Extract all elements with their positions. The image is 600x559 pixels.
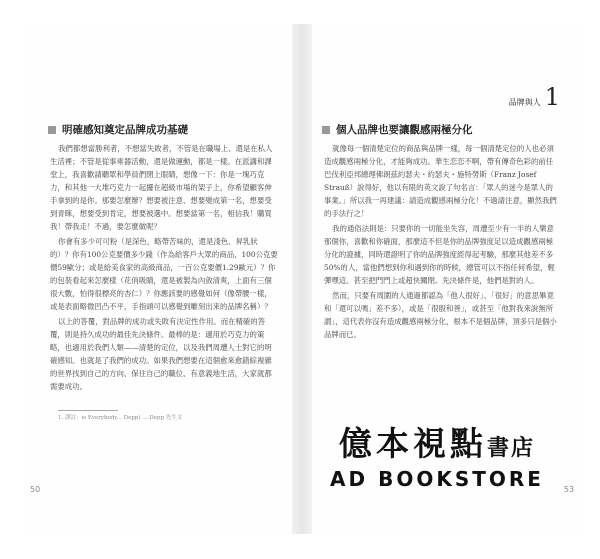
watermark-cjk-suffix: 書店 bbox=[486, 436, 535, 461]
watermark-cjk bbox=[302, 418, 572, 465]
footnote-rule bbox=[58, 410, 118, 411]
left-paragraph-2: 你會有多少可可粉（是深色，略帶苦味的，還是淺色、昇乳狀的）？你有100公克要價多少錢（作為給客戶大眾的商品，100公克要價59歐分；或是給美食家的高級商品，一百公克要價1.29歐元）？你的包裝看起來怎麼樣（花俏吸睛，還是被製為內敛清爽，上面有三個很大數，怕得很標亮的杏仁）？你應該要的感覺如何（像帶腰一樣，或是表面略微凹凸不平，手指頭可以感覺到雕刻出來的品牌名稱）？ bbox=[50, 237, 278, 311]
right-paragraph-1: 就像每一個清楚定位的商品與品牌一樣，每一個清楚定位的人也必須造成觀感兩極分化，才能夠成功。華生恋恋不啊，帶有傳奇色彩的前任巴伐利亞邦總理佛朗茲約瑟夫・約瑟夫・施特勞斯（Franz Josef Strauß）說得好，他以有限的英文說了句名言：「眾人的迷今是眾人的事業。」所以我一再建議：請造成觀感兩極分化！不過請注意，顯然我們的手法行之！ bbox=[324, 144, 557, 218]
right-page-number: 53 bbox=[563, 485, 574, 494]
chapter-number: 1 bbox=[544, 83, 560, 111]
left-page bbox=[24, 24, 292, 534]
footnote: 1. 譯註：is Everybody... Depp) ... Depp 先生文 bbox=[58, 415, 183, 421]
square-bullet-icon bbox=[322, 126, 330, 134]
right-paragraph-2: 我的通俗法則是：只要你的一切能坐失容，周遭至少有一半的人樂意那個你，喜歡和你確面，那麼這不但是你的品牌強度足以造成觀感兩極分化的證據，同時還證明了你的品牌強度經得起考驗，那麼其他差不多50%的人，當他們想到你和遇到你的時候，總管可以不指任何希望，輕彈嘿這。甚至把門門上或超快關閉。先決條件是，他們是對的人。 bbox=[324, 224, 555, 285]
left-heading-text: 明確感知奠定品牌成功基礎 bbox=[62, 124, 188, 136]
right-paragraph-3: 然而，只要有周圍的人通過都認為「他人很好」、「很好」的意思畢竟和「還可以嗎」差不多），或是「很殷和善」，或甚至「他對我來說無所謂」，這代表你沒有造成觀感兩極分化，根本不是個品牌，頂多只是個小品牌而已。 bbox=[324, 291, 557, 339]
left-paragraph-1: 我們都想當勝利者，不想當失敗者，不管是在職場上、還是在私人生活裡；不管是從事乘器活動，還是做運動，都是一樣。在派講和課堂上，我喜歡請聽眾和學員們閉上眼睛，想像一下：你是一塊巧克力，和其他一大堆巧克力一起擺在超級市場的架子上，你希望顧客伸手拿到的是你。那要怎麼辦？想要被注意、想要變成第一名，想要受到青睞，想要受到肯定，想要被選中。想要當第一名，相信我！購買我！帶我走！不過，要怎麼做呢？ bbox=[50, 144, 273, 231]
square-bullet-icon bbox=[48, 126, 56, 134]
right-section-heading bbox=[322, 122, 473, 137]
watermark-cjk-main: 億本視點 bbox=[338, 424, 487, 463]
bookstore-watermark bbox=[302, 418, 572, 491]
left-section-heading bbox=[48, 122, 188, 137]
running-head-title: 品牌與人 bbox=[508, 98, 541, 107]
running-head bbox=[508, 83, 560, 111]
left-body-text bbox=[50, 142, 278, 393]
left-paragraph-3: 以上的答覆，對品牌的成功或失敗有決定性作用。而在精確的答覆，則是持久成功的最佳先決條件。最棒的是：適用於巧克力的策略，也適用於我們人類——清楚的定位，以及我們周遭人士對它的明確感知。也就是了我們的成功。如果我們想要在這個愈來愈錯綜複雜的世界找到自己的方向、保住自己的職位、有意義地生活，大家就都需要成功。 bbox=[50, 317, 272, 391]
left-page-number: 50 bbox=[30, 485, 41, 494]
watermark-english: AD BOOKSTORE bbox=[330, 467, 544, 491]
right-body-text bbox=[324, 142, 560, 341]
right-heading-text: 個人品牌也要讓觀感兩極分化 bbox=[336, 124, 473, 136]
